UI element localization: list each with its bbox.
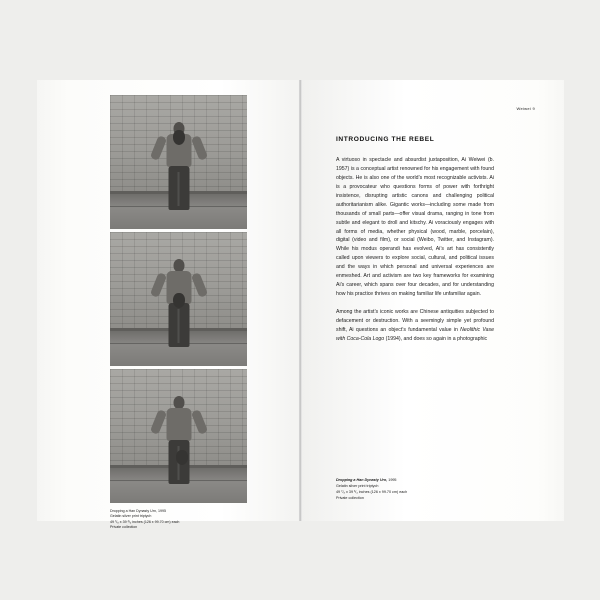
- credit-title: Dropping a Han Dynasty Urn,: [336, 478, 388, 482]
- legs: [168, 303, 189, 347]
- body-paragraph-2: Among the artist’s iconic works are Chinese antiquities subjected to defacement or destruction. With a seemingly simple yet profound shift, Ai questions an object’s fundamental value in Neolithic Vase with Coca-Cola Logo (1994), and does so again in a photographic: [336, 309, 494, 342]
- caption-medium: Gelatin silver print triptych: [110, 514, 152, 519]
- photo-middle: [110, 232, 247, 366]
- han-dynasty-urn: [173, 130, 185, 145]
- figure-credit: [336, 478, 494, 502]
- credit-collection: Private collection: [336, 495, 364, 500]
- page-title: INTRODUCING THE REBEL: [336, 136, 435, 143]
- photo-bottom: [110, 369, 247, 503]
- credit-year: 1995: [388, 478, 397, 482]
- photo-triptych: [110, 95, 247, 503]
- credit-dimensions: 49 ⁷/₈ x 39 ³/₄ inches (126 x 99.70 cm) each: [336, 489, 408, 494]
- caption-dimensions: 49 ⁷/₈ x 39 ³/₄ inches (126 x 99.70 cm) each: [110, 519, 180, 524]
- credit-medium: Gelatin silver print triptych: [336, 483, 379, 488]
- book-spread: [37, 80, 564, 530]
- text-column: [336, 136, 494, 353]
- caption-title: Dropping a Han Dynasty Urn,: [110, 509, 157, 513]
- body-paragraph-1: A virtuoso in spectacle and absurdist juxtaposition, Ai Weiwei (b. 1957) is a conceptual artist renowned for his engagement with found objects. He is also one of the world’s most recognizable activists. Ai is a provocateur who questions forms of power with forthright insistence, disrupting artistic canons and challenging political authoritarianism alike. Gigantic works—including some made from thousands of small parts—offer visual drama, ranging in tone from subtle and elegant to droll and kitschy. Ai voraciously engages with all forms of media, whether physical (wood, marble, porcelain), digital (video and film), or social (Weibo, Twitter, and Instagram). While his modus operandi has evolved, Ai’s art has consistently called upon viewers to explore social, cultural, and political issues and the ways in which personal and universal experiences are enmeshed. Art and activism are two key frameworks for examining Ai’s career, which spans over four decades, and for understanding how his practice thrives on making familiar life unfamiliar again.: [336, 157, 494, 298]
- torso: [166, 408, 191, 441]
- figure-arms-spread: [156, 396, 202, 484]
- photo-top: [110, 95, 247, 229]
- han-dynasty-urn: [173, 293, 185, 308]
- caption-year: 1995: [157, 509, 166, 513]
- page-folio: Weiwei 9: [516, 106, 535, 111]
- photo-caption: [110, 509, 260, 531]
- figure-releasing: [156, 259, 202, 347]
- figure-standing: [156, 122, 202, 210]
- book-gutter: [299, 80, 302, 521]
- right-page: [300, 80, 564, 521]
- legs: [168, 166, 189, 210]
- caption-collection: Private collection: [110, 525, 138, 530]
- left-page: [37, 80, 300, 530]
